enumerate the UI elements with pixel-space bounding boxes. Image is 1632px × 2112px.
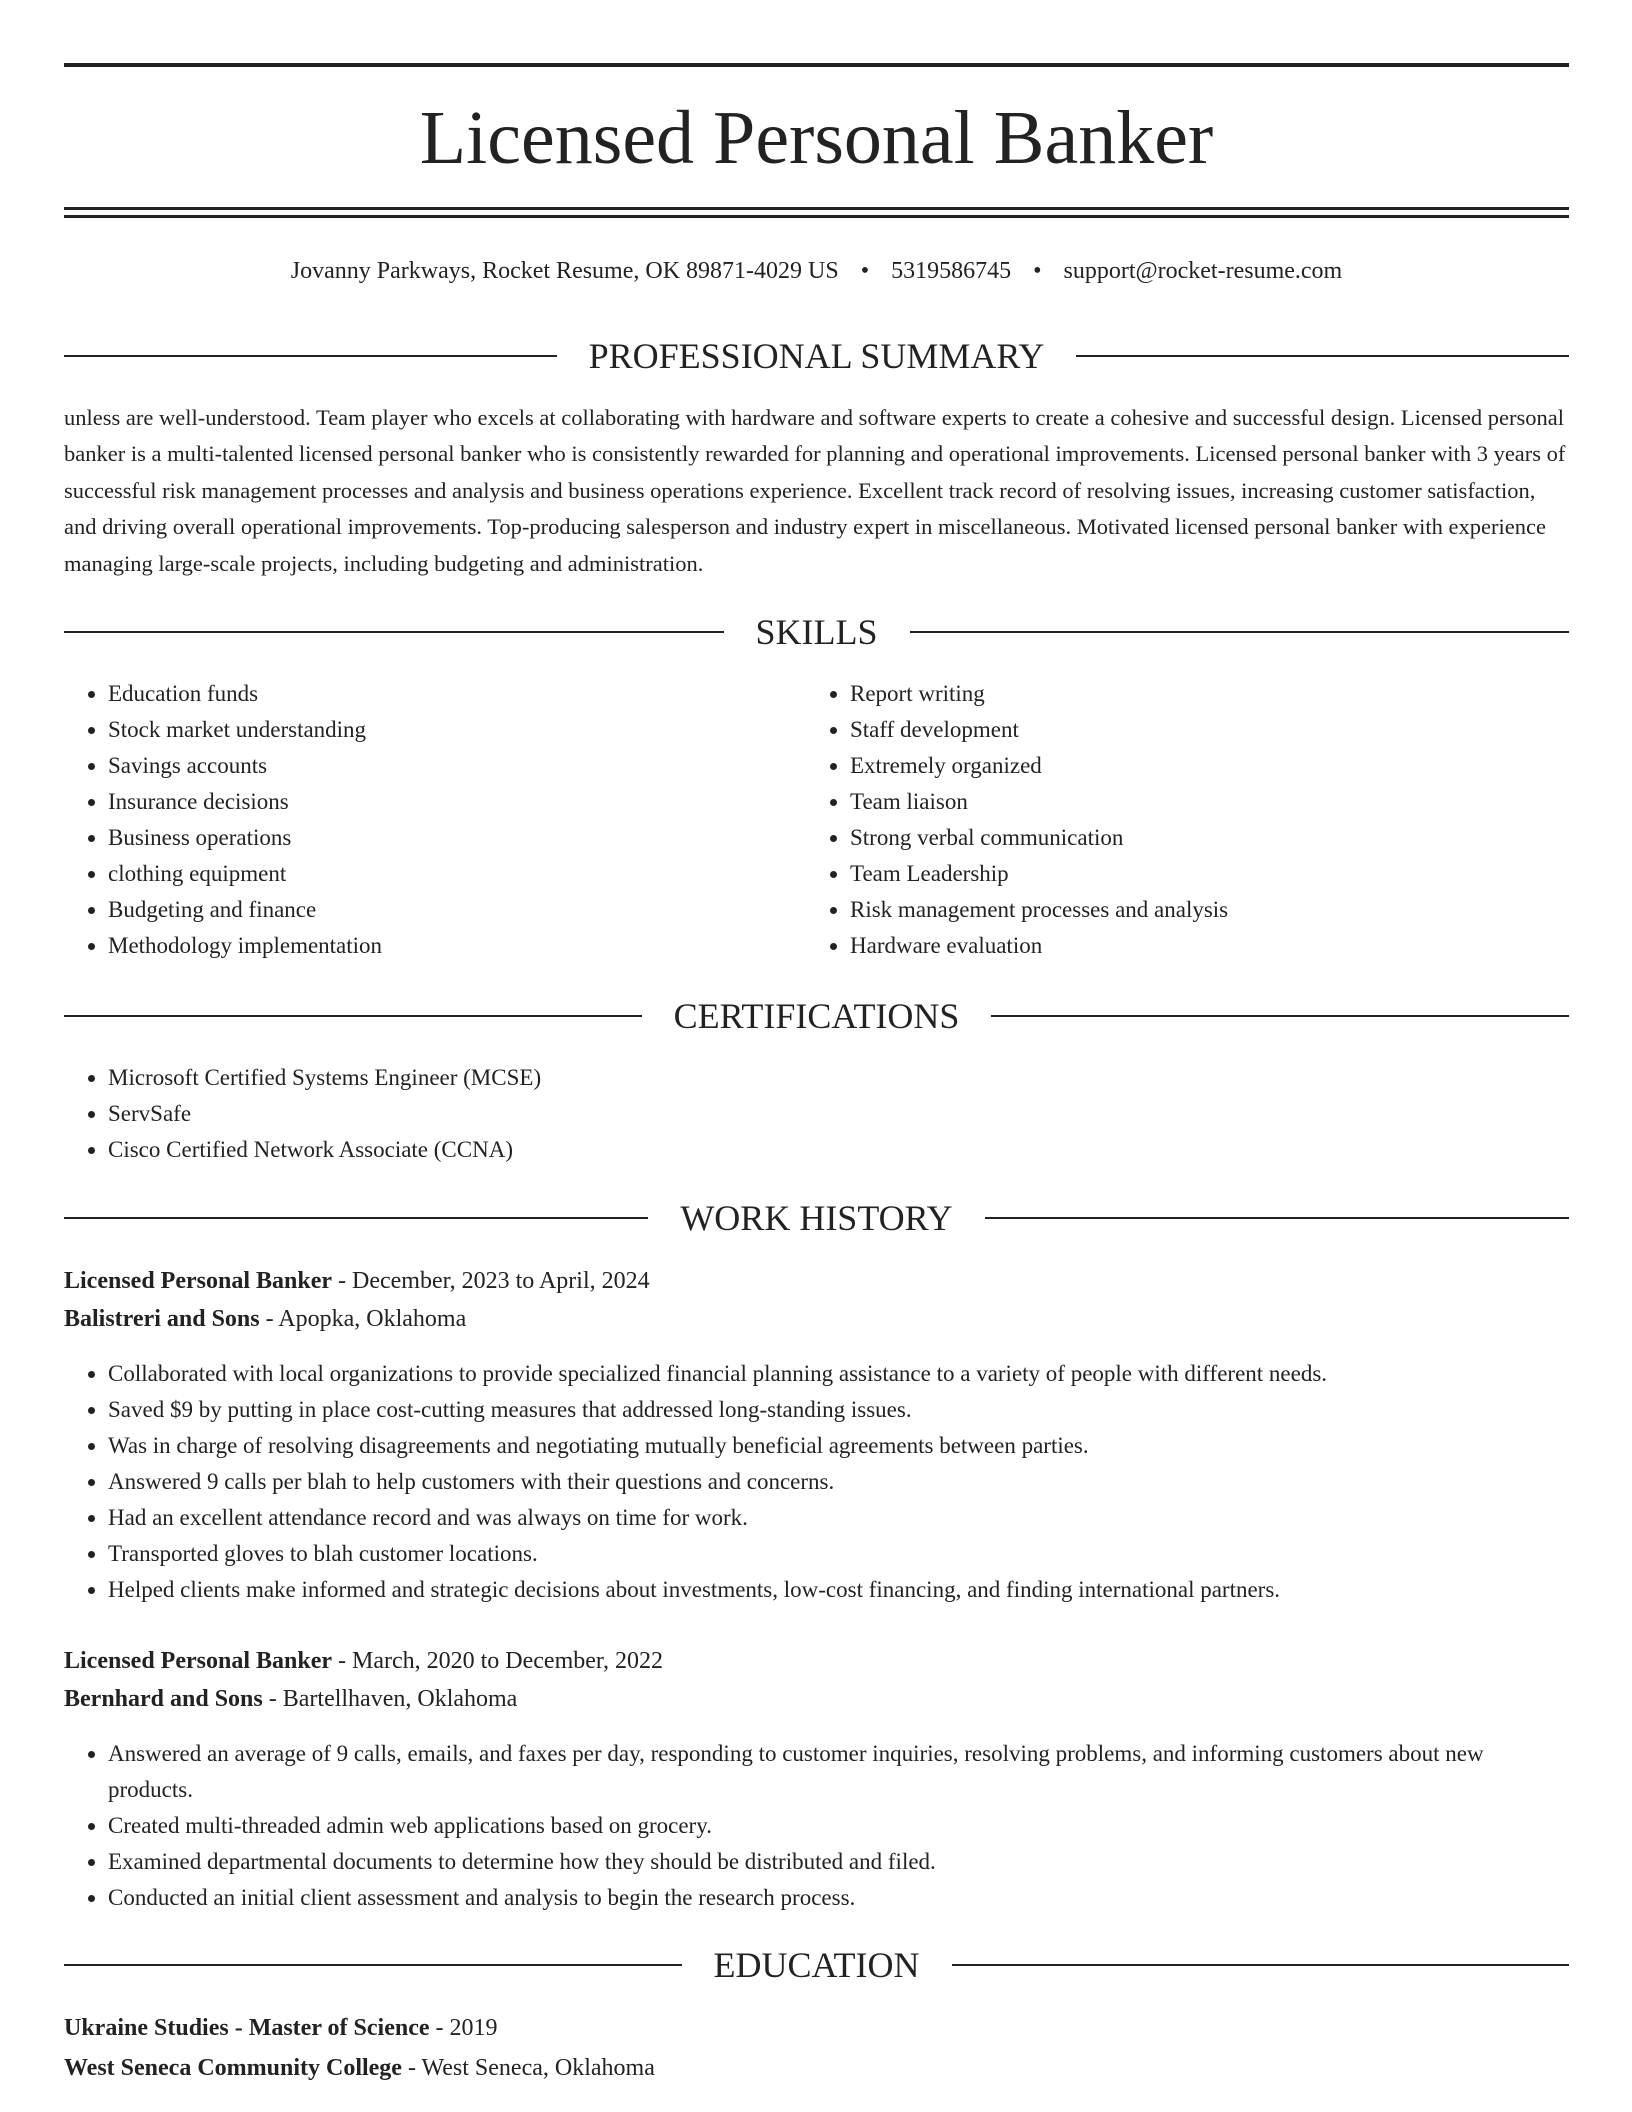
skill-item: • Business operations xyxy=(108,820,808,856)
heading-rule xyxy=(1076,355,1569,357)
heading-rule xyxy=(991,1015,1569,1017)
skill-item: • Risk management processes and analysis xyxy=(850,892,1570,928)
education-year: - 2019 xyxy=(435,2015,498,2041)
job-location: - Apopka, Oklahoma xyxy=(265,1306,467,1332)
job-bullet: • Collaborated with local organizations to provide specialized financial planning assistance to a variety of people with different needs. xyxy=(108,1356,1568,1392)
heading-rule xyxy=(64,1015,642,1017)
education-degree: Ukraine Studies - Master of Science xyxy=(64,2015,430,2041)
skill-item: • Methodology implementation xyxy=(108,928,808,964)
job-dates: - March, 2020 to December, 2022 xyxy=(338,1648,663,1674)
skill-item: • Stock market understanding xyxy=(108,712,808,748)
job-bullet: • Transported gloves to blah customer locations. xyxy=(108,1536,1568,1572)
skill-item: • Team Leadership xyxy=(850,856,1570,892)
skill-item: • clothing equipment xyxy=(108,856,808,892)
job-title-line xyxy=(64,1263,1569,1299)
heading-rule xyxy=(64,1964,682,1966)
skills-list-left xyxy=(64,676,808,964)
contact-phone: 5319586745 xyxy=(891,258,1012,284)
job-dates: - December, 2023 to April, 2024 xyxy=(338,1268,650,1294)
job-company-line xyxy=(64,1301,1569,1337)
skill-item: • Budgeting and finance xyxy=(108,892,808,928)
heading-rule xyxy=(64,355,557,357)
heading-rule xyxy=(985,1217,1569,1219)
contact-separator: • xyxy=(860,258,870,284)
skills-heading-label: SKILLS xyxy=(755,612,878,652)
heading-rule xyxy=(64,631,724,633)
job-bullet: • Created multi-threaded admin web applications based on grocery. xyxy=(108,1808,1568,1844)
certification-item: • Cisco Certified Network Associate (CCNA) xyxy=(108,1132,1568,1168)
skills-heading xyxy=(64,610,1569,654)
contact-line xyxy=(64,254,1569,288)
skill-item: • Hardware evaluation xyxy=(850,928,1570,964)
skill-item: • Team liaison xyxy=(850,784,1570,820)
summary-heading-label: PROFESSIONAL SUMMARY xyxy=(588,336,1045,376)
job-bullet: • Was in charge of resolving disagreements and negotiating mutually beneficial agreements between parties. xyxy=(108,1428,1568,1464)
skill-item: • Strong verbal communication xyxy=(850,820,1570,856)
certifications-list xyxy=(64,1060,1568,1168)
skill-item: • Savings accounts xyxy=(108,748,808,784)
job-bullets xyxy=(64,1736,1568,1916)
job-company-line xyxy=(64,1681,1569,1717)
contact-email: support@rocket-resume.com xyxy=(1063,258,1343,284)
certification-item: • ServSafe xyxy=(108,1096,1568,1132)
job-bullet: • Conducted an initial client assessment and analysis to begin the research process. xyxy=(108,1880,1568,1916)
skills-list-right xyxy=(806,676,1570,964)
heading-rule xyxy=(64,1217,648,1219)
job-location: - Bartellhaven, Oklahoma xyxy=(268,1686,518,1712)
job-title: Licensed Personal Banker xyxy=(64,1268,332,1294)
education-school: West Seneca Community College xyxy=(64,2055,402,2081)
job-bullet: • Saved $9 by putting in place cost-cutting measures that addressed long-standing issues. xyxy=(108,1392,1568,1428)
education-heading-label: EDUCATION xyxy=(713,1945,920,1985)
contact-separator: • xyxy=(1033,258,1042,284)
header-top-rule xyxy=(64,63,1569,67)
contact-address: Jovanny Parkways, Rocket Resume, OK 89871-4029 US xyxy=(290,258,839,284)
education-school-line xyxy=(64,2050,1569,2086)
education-degree-line xyxy=(64,2010,1569,2046)
heading-rule xyxy=(952,1964,1570,1966)
job-title-line xyxy=(64,1643,1569,1679)
summary-heading xyxy=(64,334,1569,378)
skill-item: • Report writing xyxy=(850,676,1570,712)
job-bullet: • Answered an average of 9 calls, emails, and faxes per day, responding to customer inquiries, resolving problems, and informing customers about new products. xyxy=(108,1736,1568,1808)
job-bullet: • Answered 9 calls per blah to help customers with their questions and concerns. xyxy=(108,1464,1568,1500)
work-heading-label: WORK HISTORY xyxy=(680,1198,953,1238)
job-title: Licensed Personal Banker xyxy=(64,1648,332,1674)
job-bullet: • Helped clients make informed and strategic decisions about investments, low-cost financing, and finding international partners. xyxy=(108,1572,1568,1608)
job-company: Balistreri and Sons xyxy=(64,1306,260,1332)
education-location: - West Seneca, Oklahoma xyxy=(407,2055,655,2081)
job-bullet: • Examined departmental documents to determine how they should be distributed and filed. xyxy=(108,1844,1568,1880)
job-bullet: • Had an excellent attendance record and was always on time for work. xyxy=(108,1500,1568,1536)
resume-title: Licensed Personal Banker xyxy=(419,96,1214,180)
job-company: Bernhard and Sons xyxy=(64,1686,263,1712)
skill-item: • Extremely organized xyxy=(850,748,1570,784)
header-rule-lower xyxy=(64,215,1569,218)
header-rule-upper xyxy=(64,207,1569,210)
skill-item: • Staff development xyxy=(850,712,1570,748)
skill-item: • Insurance decisions xyxy=(108,784,808,820)
certification-item: • Microsoft Certified Systems Engineer (MCSE) xyxy=(108,1060,1568,1096)
summary-text: unless are well-understood. Team player who excels at collaborating with hardware and software experts to create a cohesive and successful design. Licensed personal banker is a multi-talented licensed personal banker who is consistently rewarded for planning and operational improvements. Licensed personal banker with 3 years of successful risk management processes and analysis and business operations experience. Excellent track record of resolving issues, increasing customer satisfaction, and driving overall operational improvements. Top-producing salesperson and industry expert in miscellaneous. Motivated licensed personal banker with experience managing large-scale projects, including budgeting and administration. xyxy=(64,405,1566,576)
work-heading xyxy=(64,1196,1569,1240)
certifications-heading-label: CERTIFICATIONS xyxy=(673,996,960,1036)
skill-item: • Education funds xyxy=(108,676,808,712)
certifications-heading xyxy=(64,994,1569,1038)
heading-rule xyxy=(910,631,1570,633)
education-heading xyxy=(64,1943,1569,1987)
job-bullets xyxy=(64,1356,1568,1608)
